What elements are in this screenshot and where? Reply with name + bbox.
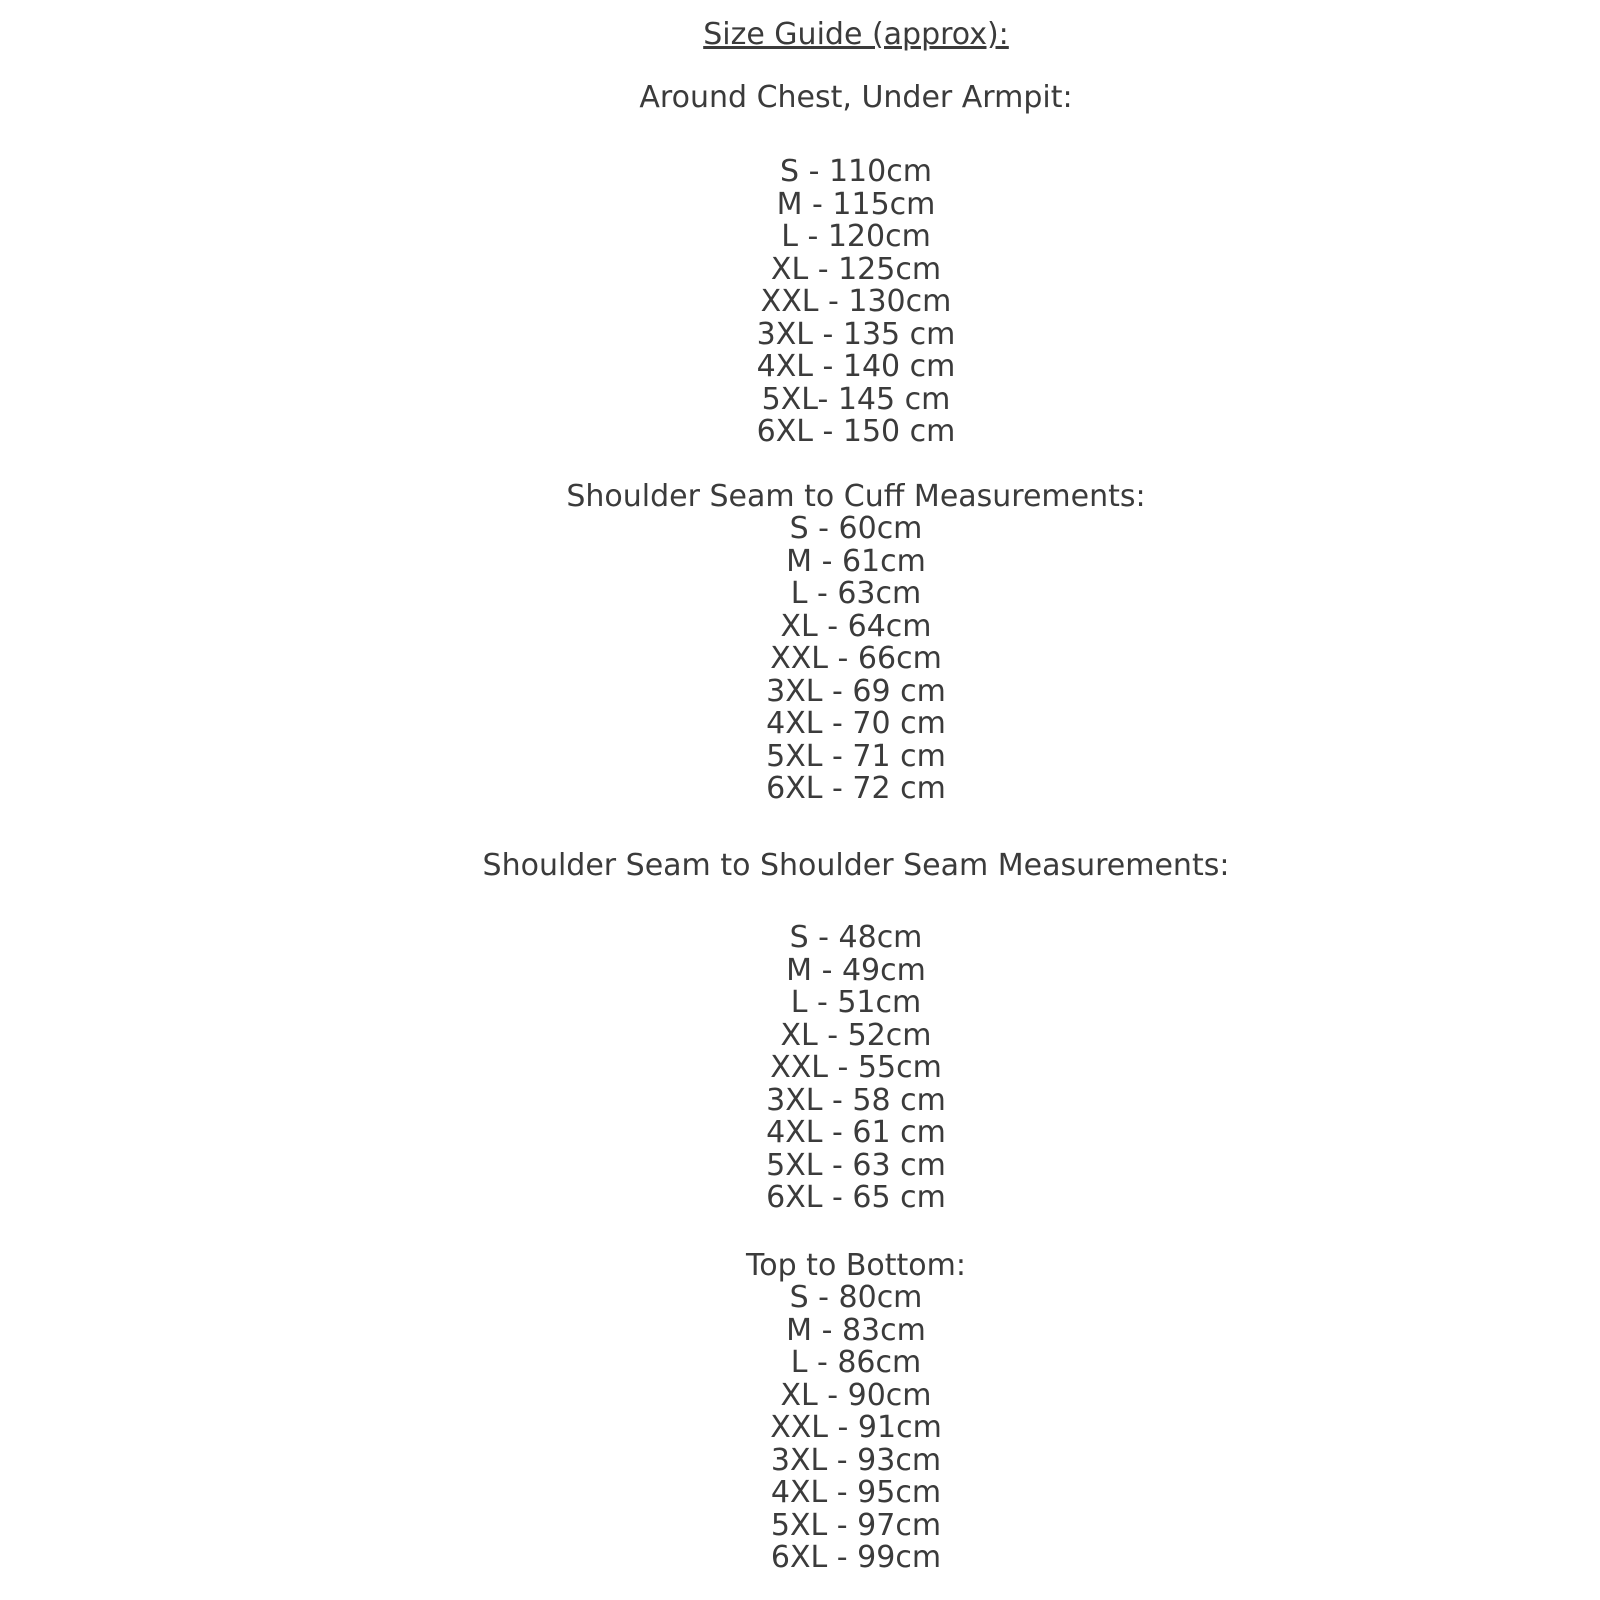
size-list-seam-to-cuff [112, 513, 1600, 806]
size-row: XXL - 66cm [770, 641, 942, 676]
size-row: 5XL - 63 cm [766, 1147, 946, 1183]
size-row: 3XL - 58 cm [766, 1082, 946, 1118]
size-row: 5XL - 97cm [770, 1507, 942, 1543]
size-row: L - 51cm [790, 985, 922, 1020]
size-row: XL - 64cm [780, 608, 932, 644]
size-row: XL - 90cm [780, 1377, 932, 1413]
size-row: XXL - 55cm [770, 1050, 942, 1085]
size-row: 6XL - 65 cm [766, 1180, 946, 1215]
page-title: Size Guide (approx): [703, 17, 1009, 52]
size-row: 3XL - 93cm [770, 1442, 942, 1478]
section-heading-seam-to-seam: Shoulder Seam to Shoulder Seam Measurements: [482, 847, 1230, 883]
size-row: L - 63cm [790, 576, 922, 611]
size-row: 5XL- 145 cm [761, 381, 951, 417]
size-row: XXL - 130cm [760, 284, 952, 319]
size-row: 4XL - 70 cm [766, 706, 946, 741]
size-row: M - 49cm [786, 952, 926, 988]
size-row: 3XL - 135 cm [756, 316, 956, 352]
size-row: XXL - 91cm [770, 1410, 942, 1445]
size-row: 6XL - 99cm [770, 1540, 942, 1575]
size-row: S - 80cm [789, 1280, 923, 1315]
section-heading-seam-to-cuff: Shoulder Seam to Cuff Measurements: [566, 478, 1146, 514]
section-heading-around-chest: Around Chest, Under Armpit: [639, 79, 1073, 115]
size-row: S - 48cm [789, 920, 923, 955]
size-row: 5XL - 71 cm [766, 738, 946, 774]
size-row: 4XL - 61 cm [766, 1115, 946, 1150]
size-row: M - 115cm [776, 186, 936, 222]
size-row: XL - 52cm [780, 1017, 932, 1053]
size-list-around-chest [112, 156, 1600, 449]
size-row: 4XL - 140 cm [756, 349, 956, 384]
size-row: XL - 125cm [770, 251, 942, 287]
size-row: L - 120cm [781, 219, 931, 254]
size-row: S - 110cm [780, 154, 932, 189]
size-row: 4XL - 95cm [770, 1475, 942, 1510]
size-list-seam-to-seam [112, 922, 1600, 1215]
size-row: L - 86cm [790, 1345, 922, 1380]
size-row: S - 60cm [789, 511, 923, 546]
section-heading-top-to-bottom: Top to Bottom: [746, 1247, 966, 1283]
size-row: 3XL - 69 cm [766, 673, 946, 709]
size-row: M - 61cm [786, 543, 926, 579]
size-list-top-to-bottom [112, 1282, 1600, 1575]
size-row: M - 83cm [786, 1312, 926, 1348]
size-row: 6XL - 150 cm [756, 414, 956, 449]
size-row: 6XL - 72 cm [766, 771, 946, 806]
